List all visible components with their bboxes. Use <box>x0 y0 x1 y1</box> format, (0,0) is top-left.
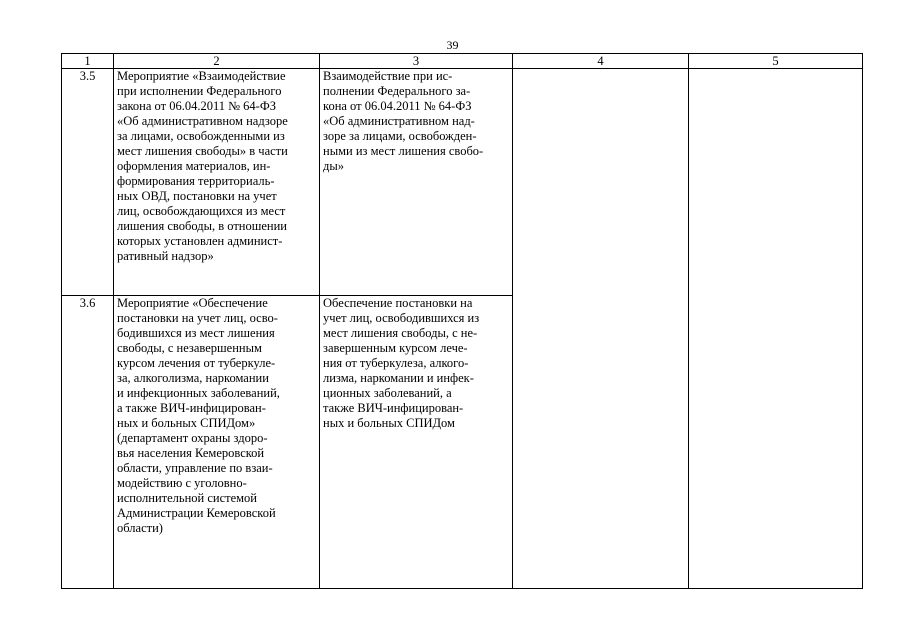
text-line: лиц, освобождающихся из мест <box>117 204 286 218</box>
text-line: ных и больных СПИДом» <box>117 416 256 430</box>
text-line: постановки на учет лиц, осво- <box>117 311 278 325</box>
text-line: при исполнении Федерального <box>117 84 282 98</box>
text-line: полнении Федерального за- <box>323 84 471 98</box>
header-col-1: 1 <box>62 54 114 69</box>
measure-description-cell <box>320 296 513 589</box>
text-line: «Об административном надзоре <box>117 114 288 128</box>
text-line: кона от 06.04.2011 № 64-ФЗ <box>323 99 472 113</box>
text-line: ными из мест лишения свобо- <box>323 144 484 158</box>
text-line: свободы, с незавершенным <box>117 341 262 355</box>
text-line: Мероприятие «Взаимодействие <box>117 69 286 83</box>
text-line: вья населения Кемеровской <box>117 446 265 460</box>
header-col-2: 2 <box>114 54 320 69</box>
text-line: лишения свободы, в отношении <box>117 219 287 233</box>
text-line: исполнительной системой <box>117 491 257 505</box>
text-line: формирования территориаль- <box>117 174 275 188</box>
text-line: завершенным курсом лече- <box>323 341 468 355</box>
text-line: области) <box>117 521 163 535</box>
text-line: которых установлен админист- <box>117 234 283 248</box>
page-number: 39 <box>446 38 459 52</box>
text-line: Мероприятие «Обеспечение <box>117 296 268 310</box>
table-header-row <box>62 54 863 69</box>
measure-description-cell <box>320 69 513 296</box>
text-line: Взаимодействие при ис- <box>323 69 453 83</box>
text-line: за лицами, освобожденными из <box>117 129 285 143</box>
text-line: ционных заболеваний, а <box>323 386 452 400</box>
text-line: мест лишения свободы, с не- <box>323 326 478 340</box>
text-line: (департамент охраны здоро- <box>117 431 268 445</box>
text-line: бодившихся из мест лишения <box>117 326 275 340</box>
row-number: 3.5 <box>62 69 114 296</box>
text-line: и инфекционных заболеваний, <box>117 386 280 400</box>
col-4-cell <box>513 69 689 589</box>
text-line: мест лишения свободы» в части <box>117 144 288 158</box>
text-line: ных и больных СПИДом <box>323 416 455 430</box>
text-line: зоре за лицами, освобожден- <box>323 129 477 143</box>
text-line: Обеспечение постановки на <box>323 296 473 310</box>
text-line: «Об административном над- <box>323 114 475 128</box>
text-line: области, управление по взаи- <box>117 461 273 475</box>
text-line: лизма, наркомании и инфек- <box>323 371 474 385</box>
text-line: Администрации Кемеровской <box>117 506 276 520</box>
text-line: модействию с уголовно- <box>117 476 247 490</box>
text-line: курсом лечения от туберкуле- <box>117 356 276 370</box>
text-line: также ВИЧ-инфицирован- <box>323 401 464 415</box>
col-5-cell <box>689 69 863 589</box>
text-line: ды» <box>323 159 345 173</box>
header-col-5: 5 <box>689 54 863 69</box>
row-number: 3.6 <box>62 296 114 589</box>
program-table <box>61 53 863 589</box>
text-line: учет лиц, освободившихся из <box>323 311 480 325</box>
measure-name-cell <box>114 69 320 296</box>
header-col-3: 3 <box>320 54 513 69</box>
measure-name-cell <box>114 296 320 589</box>
header-col-4: 4 <box>513 54 689 69</box>
text-line: ративный надзор» <box>117 249 214 263</box>
text-line: ных ОВД, постановки на учет <box>117 189 277 203</box>
table-row <box>62 69 863 296</box>
text-line: ния от туберкулеза, алкого- <box>323 356 469 370</box>
text-line: оформления материалов, ин- <box>117 159 271 173</box>
text-line: закона от 06.04.2011 № 64-ФЗ <box>117 99 276 113</box>
text-line: за, алкоголизма, наркомании <box>117 371 269 385</box>
text-line: а также ВИЧ-инфицирован- <box>117 401 266 415</box>
